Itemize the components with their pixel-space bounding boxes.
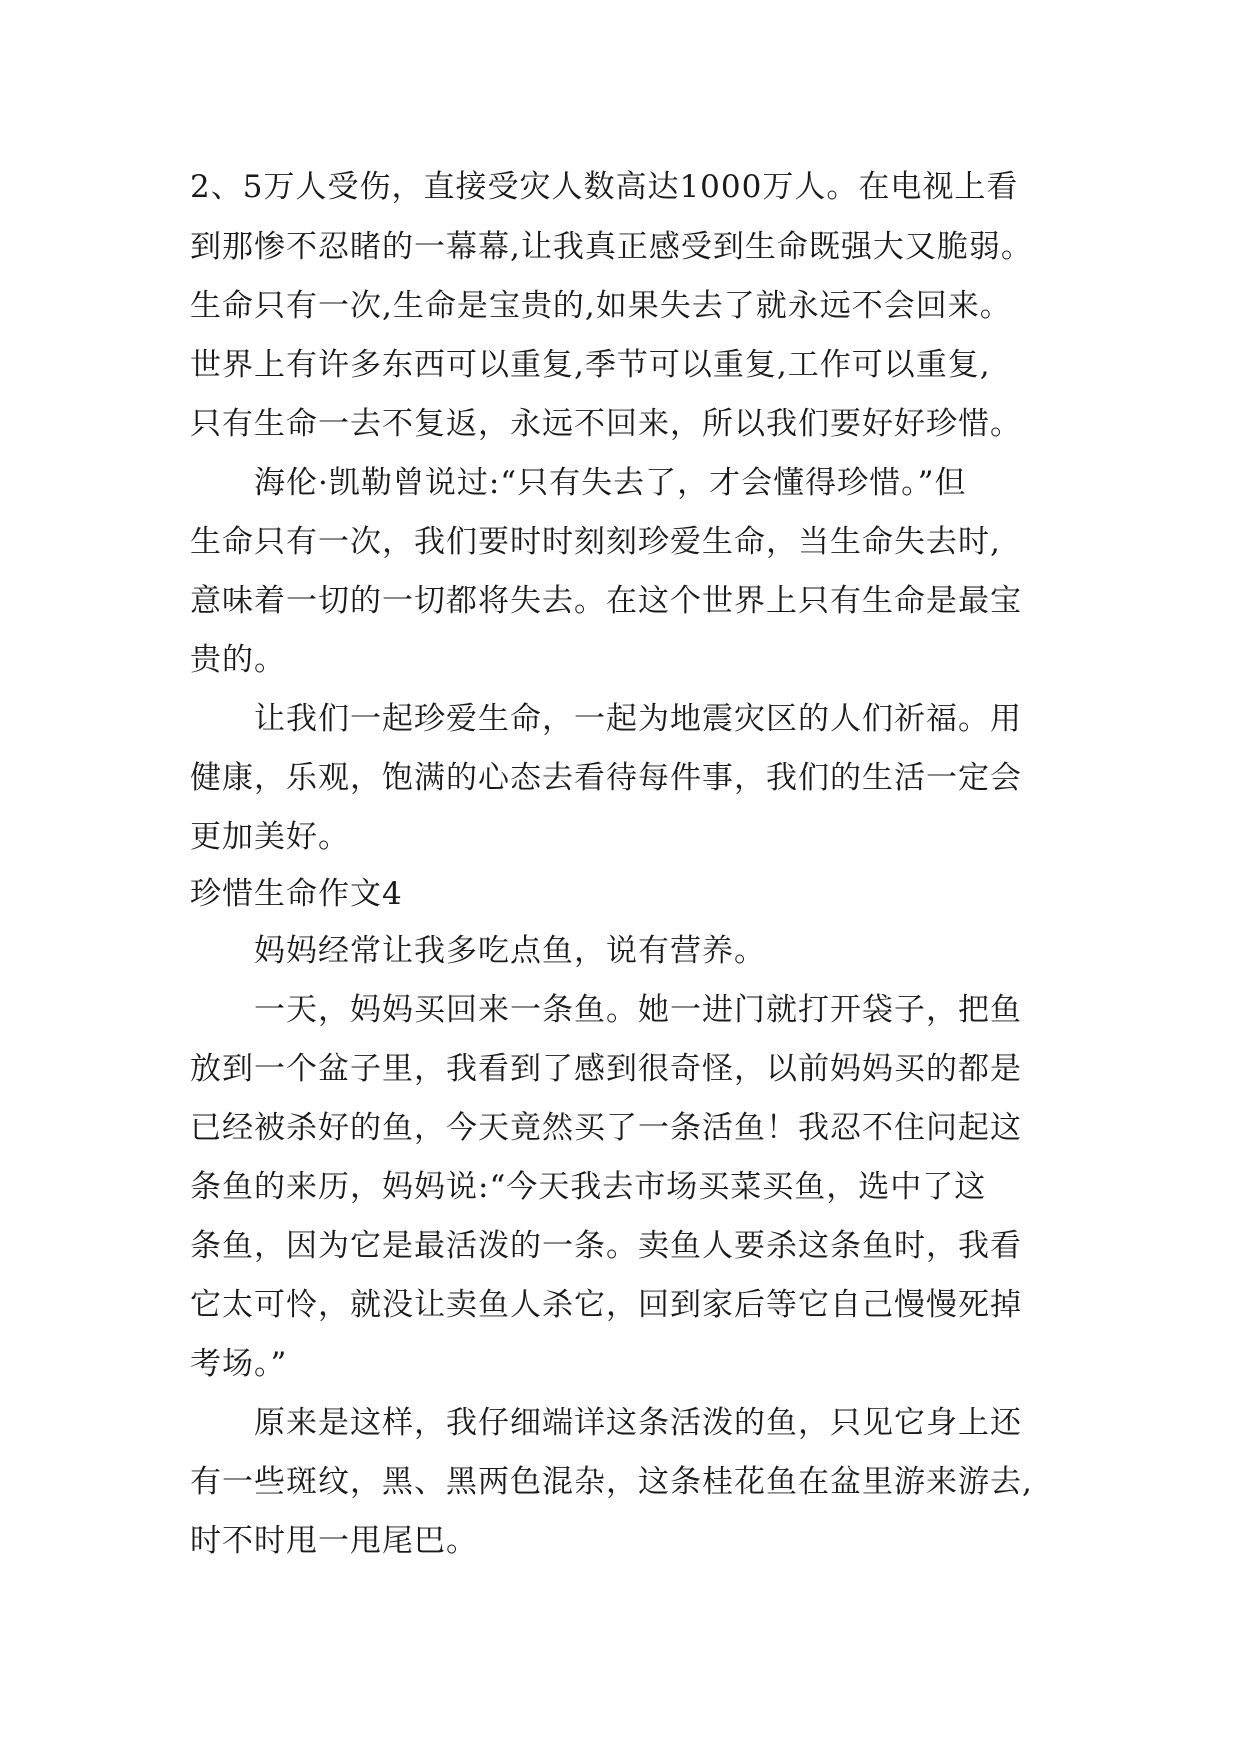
paragraph-start-line: 一天，妈妈买回来一条鱼。她一进门就打开袋子，把鱼 bbox=[254, 992, 1022, 1028]
text-line: 世界上有许多东西可以重复,季节可以重复,工作可以重复, bbox=[190, 347, 991, 383]
text-line: 它太可怜，就没让卖鱼人杀它，回到家后等它自己慢慢死掉 bbox=[190, 1287, 1022, 1323]
paragraph-start-line: 原来是这样，我仔细端详这条活泼的鱼，只见它身上还 bbox=[254, 1405, 1022, 1441]
text-line: 时不时甩一甩尾巴。 bbox=[190, 1523, 478, 1559]
text-line: 已经被杀好的鱼，今天竟然买了一条活鱼！我忍不住问起这 bbox=[190, 1110, 1022, 1146]
text-line: 到那惨不忍睹的一幕幕,让我真正感受到生命既强大又脆弱。 bbox=[190, 229, 1033, 265]
text-line: 只有生命一去不复返，永远不回来，所以我们要好好珍惜。 bbox=[190, 406, 1022, 442]
paragraph-start-line: 海伦·凯勒曾说过:“只有失去了，才会懂得珍惜。”但 bbox=[254, 465, 967, 501]
text-line: 意味着一切的一切都将失去。在这个世界上只有生命是最宝 bbox=[190, 583, 1022, 619]
text-line: 健康，乐观，饱满的心态去看待每件事，我们的生活一定会 bbox=[190, 760, 1022, 796]
section-heading: 珍惜生命作文4 bbox=[190, 876, 403, 912]
text-line: 有一些斑纹，黑、黑两色混杂，这条桂花鱼在盆里游来游去, bbox=[190, 1464, 1033, 1500]
text-line: 生命只有一次,生命是宝贵的,如果失去了就永远不会回来。 bbox=[190, 288, 1012, 324]
text-line: 条鱼，因为它是最活泼的一条。卖鱼人要杀这条鱼时，我看 bbox=[190, 1228, 1022, 1264]
text-line: 放到一个盆子里，我看到了感到很奇怪，以前妈妈买的都是 bbox=[190, 1051, 1022, 1087]
text-line: 生命只有一次，我们要时时刻刻珍爱生命，当生命失去时, bbox=[190, 524, 1001, 560]
text-line: 条鱼的来历，妈妈说:“今天我去市场买菜买鱼，选中了这 bbox=[190, 1169, 987, 1205]
text-line: 考场。” bbox=[190, 1346, 288, 1382]
paragraph-start-line: 让我们一起珍爱生命，一起为地震灾区的人们祈福。用 bbox=[254, 701, 1022, 737]
paragraph-start-line: 妈妈经常让我多吃点鱼，说有营养。 bbox=[254, 933, 766, 969]
text-line: 贵的。 bbox=[190, 642, 286, 678]
text-line: 2、5万人受伤，直接受灾人数高达1000万人。在电视上看 bbox=[190, 169, 1019, 205]
text-line: 更加美好。 bbox=[190, 819, 350, 855]
